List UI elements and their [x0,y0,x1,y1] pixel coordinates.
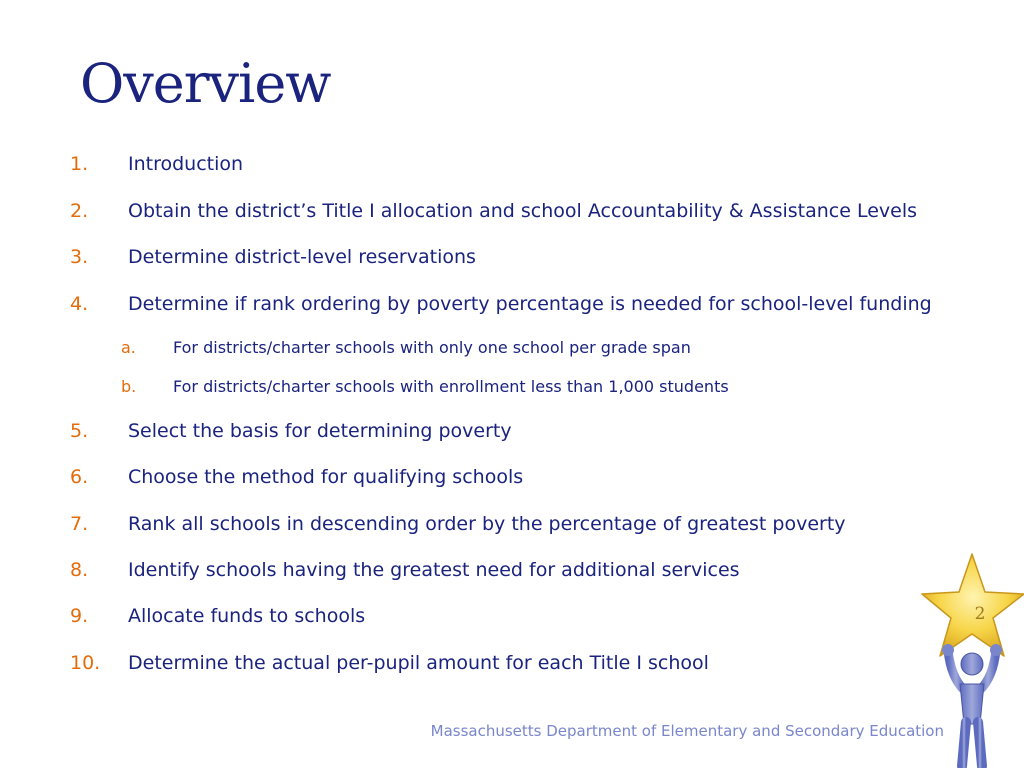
list-item-number: 4. [70,293,89,315]
page-number: 2 [974,604,986,624]
star-figure-icon [918,552,1024,768]
list-subitem-text: For districts/charter schools with only one school per grade span [173,337,691,357]
list-item-number: 7. [70,513,89,535]
list-item-text: Rank all schools in descending order by the percentage of greatest poverty [128,513,846,535]
list-item-text: Determine if rank ordering by poverty percentage is needed for school-level funding [128,293,932,315]
list-item-8 [0,554,1000,586]
list-item-number: 10. [70,652,101,674]
list-item-text: Introduction [128,153,244,175]
list-subitem-a [0,331,1000,363]
list-item-number: 1. [70,153,89,175]
list-item-4 [0,288,1000,320]
list-item-text: Identify schools having the greatest need for additional services [128,559,740,581]
list-item-5 [0,415,1000,447]
list-item-9 [0,600,1000,632]
list-item-7 [0,508,1000,540]
list-item-text: Choose the method for qualifying schools [128,466,524,488]
list-item-number: 8. [70,559,89,581]
list-item-text: Obtain the district’s Title I allocation and school Accountability & Assistance Levels [128,200,918,222]
list-subitem-text: For districts/charter schools with enrollment less than 1,000 students [173,376,729,396]
list-item-10 [0,647,1000,679]
list-item-text: Allocate funds to schools [128,605,366,627]
list-item-2 [0,195,1000,227]
list-item-text: Determine the actual per-pupil amount for each Title I school [128,652,709,674]
list-item-number: 2. [70,200,89,222]
list-subitem-letter: a. [121,337,136,357]
list-item-number: 3. [70,246,89,268]
list-subitem-letter: b. [121,376,137,396]
list-item-text: Select the basis for determining poverty [128,420,512,442]
list-item-number: 9. [70,605,89,627]
footer-organization: Massachusetts Department of Elementary and Secondary Education [430,722,944,740]
list-item-number: 6. [70,466,89,488]
list-item-6 [0,461,1000,493]
slide-title: Overview [80,52,331,115]
list-item-text: Determine district-level reservations [128,246,476,268]
list-item-3 [0,241,1000,273]
list-item-1 [0,148,1000,180]
list-subitem-b [0,370,1000,402]
list-item-number: 5. [70,420,89,442]
